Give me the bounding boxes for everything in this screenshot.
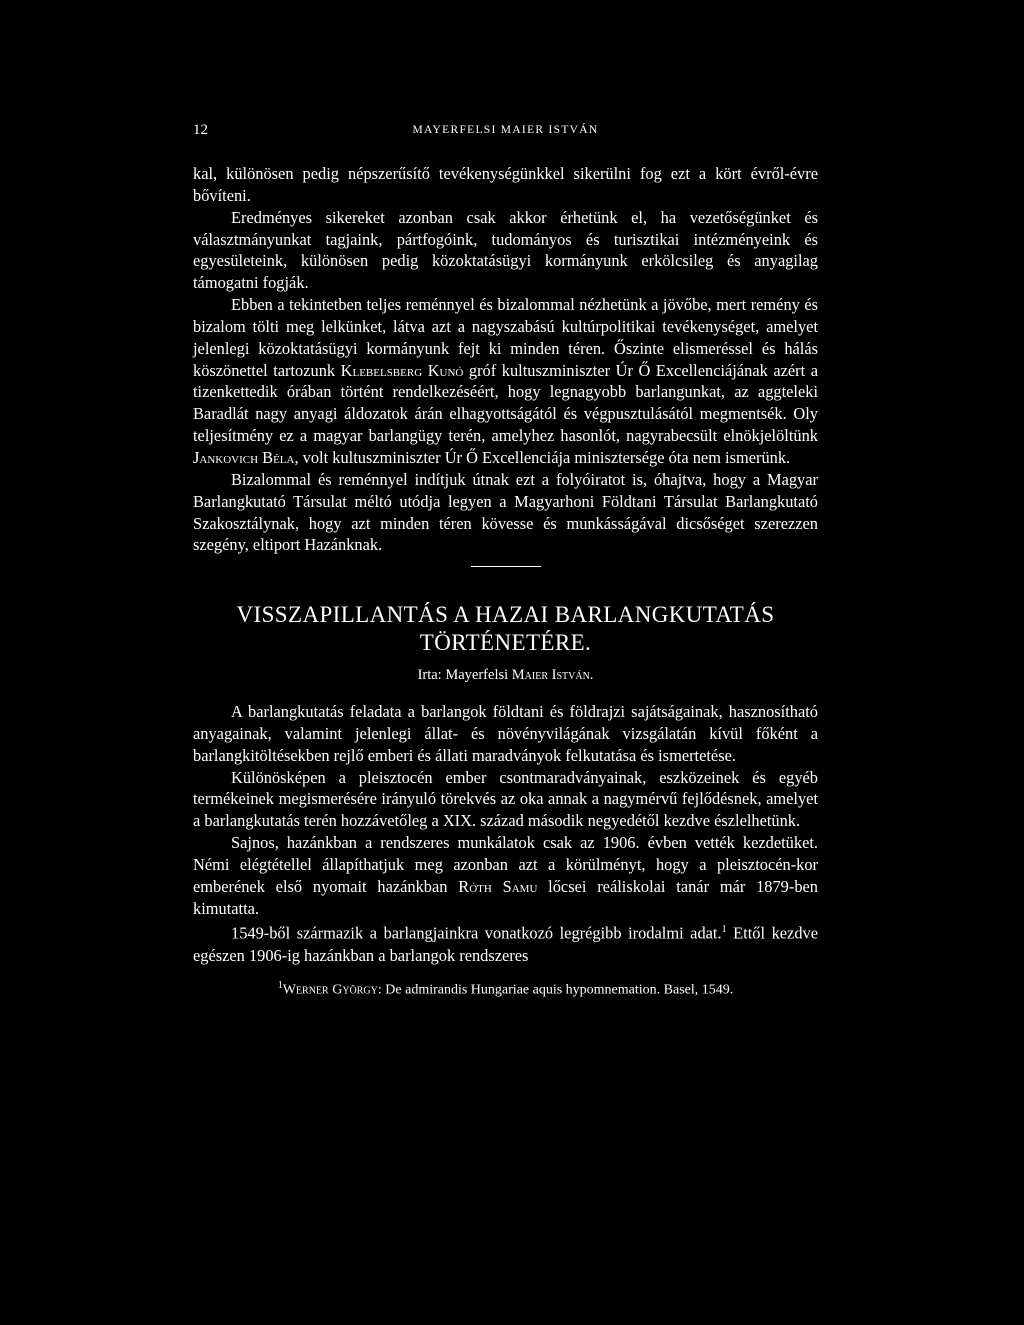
- byline-author: Mayerfelsi: [445, 667, 509, 684]
- text-segment: gróf kultuszminiszter Úr Ő Excellenciájának azért a tizenkettedik órában történt rendelkezéséért, hogy legnagyobb barlangunkat, az aggteleki Baradlát nagy anyagi áldozatok árán elhagyottságától és végpusztulásától megmentsék. Oly teljesítmény ez a magyar barlangügy terén, amelyhez hasonlót, nagyrabecsült elnökjelöltünk: [193, 360, 818, 446]
- text-segment: lőcsei reáliskolai tanár már 1879-ben kimutatta.: [193, 876, 818, 918]
- text-segment: 1549-ből származik a barlangjainkra vonatkozó legrégibb irodalmi adat.: [231, 923, 722, 943]
- paragraph-pleistocene: Különösképen a pleisztocén ember csontmaradványainak, eszközeinek és egyéb termékeinek megismerésére irányuló törekvés az oka annak a nagymérvű fejlődésnek, amelyet a barlangkutatás terén hozzávetőleg a XIX. század második negyedétől kezdve észlelhetünk.: [193, 767, 818, 831]
- text-segment: , volt kultuszminiszter Úr Ő Excellenciája minisztersége óta nem ismerünk.: [294, 447, 791, 467]
- person-name-roth: Róth Samu: [458, 876, 538, 896]
- paragraph-support: Eredményes sikereket azonban csak akkor érhetünk el, ha vezetőségünket és választmányunkat tagjaink, pártfogóink, tudományos és turisztikai intézményeink és egyesületeink, különösen pedig közoktatásügyi kormányunk erkölcsileg és anyagilag támogatni fogják.: [193, 207, 818, 293]
- page-number: 12: [193, 122, 208, 138]
- byline-author-smallcaps: Maier István.: [511, 667, 594, 684]
- section-divider: [471, 566, 541, 567]
- running-title: MAYERFELSI MAIER ISTVÁN: [412, 124, 599, 136]
- paragraph-article-intro: A barlangkutatás feladata a barlangok földtani és földrajzi sajátságainak, hasznosítható anyagainak, valamint jelenlegi állat- és növényvilágának vizsgálatán kívül főként a barlangkitöltésekben rejlő emberi és állati maradványok felkutatása és ismertetése.: [193, 702, 818, 765]
- article-title-line2: TÖRTÉNETÉRE.: [419, 630, 592, 656]
- article-title: [193, 601, 818, 657]
- paragraph-1549: [193, 919, 818, 966]
- footnote: [193, 977, 818, 1000]
- article-byline: [193, 665, 818, 687]
- byline-prefix: Irta:: [417, 667, 442, 684]
- paragraph-roth: [193, 832, 818, 919]
- footnote-text: : De admirandis Hungariae aquis hypomnemation. Basel, 1549.: [377, 982, 734, 998]
- article-title-line1: VISSZAPILLANTÁS A HAZAI BARLANGKUTATÁS: [236, 602, 775, 628]
- paragraph-journal-launch: Bizalommal és reménnyel indítjuk útnak ezt a folyóiratot is, óhajtva, hogy a Magyar Barlangkutató Társulat méltó utódja legyen a Magyarhoni Földtani Társulat Barlangkutató Szakosztálynak, hogy azt minden téren kövesse és munkásságával dicsőséget szerezzen szegény, eltiport Hazánknak.: [193, 469, 818, 555]
- text-segment: Ebben a tekintetben teljes reménnyel és bizalommal nézhetünk a jövőbe, mert remény és bizalom tölti meg lelkünket, látva azt a nagyszabású kultúrpolitikai tevékenységet, amelyet jelenlegi közoktatásügyi kormányunk fejt ki minden téren. Őszinte elismeréssel és hálás köszönettel tartozunk: [193, 295, 818, 380]
- text-segment: Ettől kezdve egészen 1906-ig hazánkban a barlangok rendszeres: [193, 923, 818, 965]
- page-body: [193, 163, 818, 999]
- person-name-klebelsberg: Klebelsberg Kunó: [340, 360, 464, 380]
- page-header: [193, 122, 818, 144]
- person-name-jankovich: Jankovich Béla: [193, 447, 295, 467]
- footnote-mark: 1: [277, 979, 283, 991]
- text-segment: Sajnos, hazánkban a rendszeres munkálatok csak az 1906. évben vették kezdetüket. Némi elégtétellel állapíthatjuk meg azonban azt a körülményt, hogy a pleisztocén-kor emberének első nyomait hazánkban: [193, 833, 818, 896]
- footnote-reference[interactable]: 1: [721, 924, 727, 936]
- paragraph-gratitude: [193, 294, 818, 469]
- footnote-author: Werner György: [282, 982, 378, 998]
- paragraph-continuation: kal, különösen pedig népszerűsítő tevékenységünkkel sikerülni fog ezt a kört évről-évre bővíteni.: [193, 164, 818, 205]
